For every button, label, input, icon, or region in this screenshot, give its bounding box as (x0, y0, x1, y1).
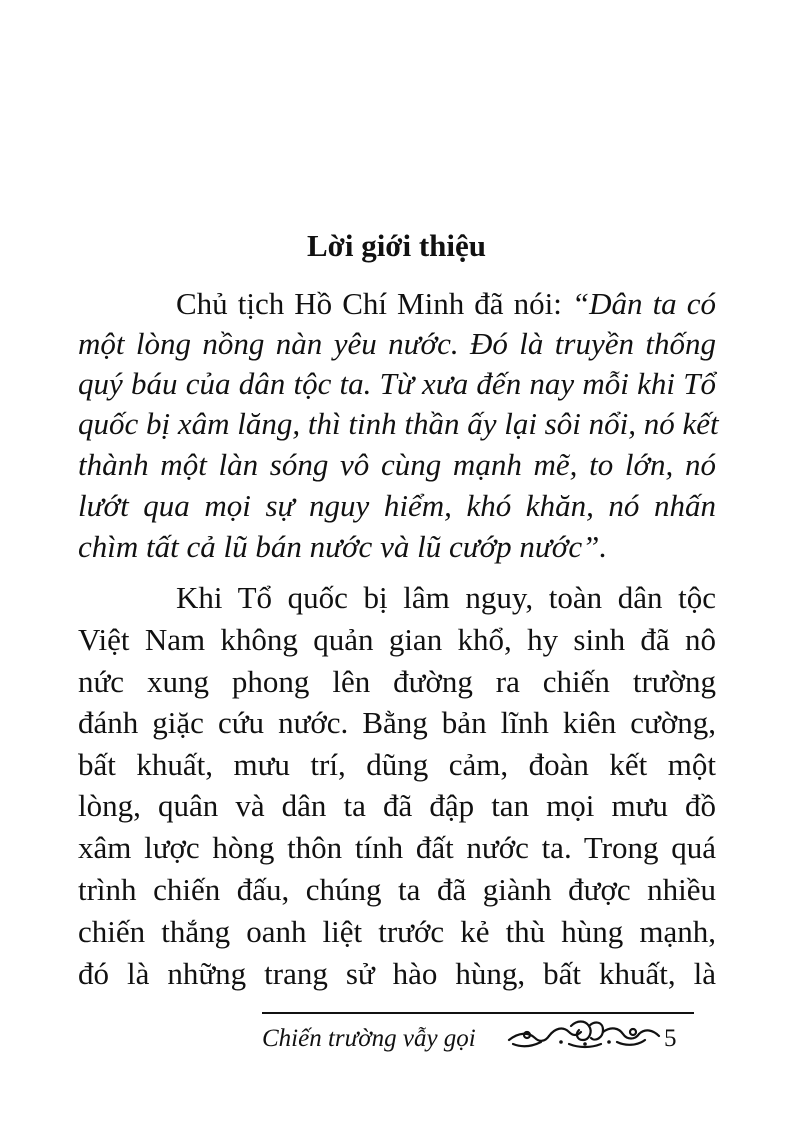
paragraph-2-line-9: chiến thắng oanh liệt trước kẻ thù hùng mạnh, (78, 914, 716, 949)
paragraph-2-line-8: trình chiến đấu, chúng ta đã giành được nhiều (78, 872, 716, 907)
paragraph-2-line-6: lòng, quân và dân ta đã đập tan mọi mưu đồ (78, 788, 716, 823)
page-number: 5 (664, 1025, 677, 1052)
quote-start: “Dân ta có (571, 286, 717, 321)
paragraph-1-line-6: lướt qua mọi sự nguy hiểm, khó khăn, nó nhấn (78, 488, 716, 523)
paragraph-1-line-2: một lòng nồng nàn yêu nước. Đó là truyền thống (78, 326, 716, 361)
paragraph-2-line-4: đánh giặc cứu nước. Bằng bản lĩnh kiên cường, (78, 705, 716, 740)
floral-ornament-icon (505, 1018, 663, 1052)
paragraph-2-line-7: xâm lược hòng thôn tính đất nước ta. Trong quá (78, 830, 716, 865)
paragraph-1-line-4: quốc bị xâm lăng, thì tinh thần ấy lại sôi nổi, nó kết (78, 406, 719, 441)
paragraph-2-line-3: nức xung phong lên đường ra chiến trường (78, 664, 716, 699)
paragraph-1-line-1 (176, 282, 716, 326)
paragraph-1-line-7: chìm tất cả lũ bán nước và lũ cướp nước”. (78, 529, 608, 564)
paragraph-2-line-2: Việt Nam không quản gian khổ, hy sinh đã nô (78, 622, 716, 657)
paragraph-1-line-5: thành một làn sóng vô cùng mạnh mẽ, to lớn, nó (78, 447, 716, 482)
page-title: Lời giới thiệu (306, 228, 487, 263)
paragraph-1-lead: Chủ tịch Hồ Chí Minh đã nói: (176, 286, 572, 321)
running-footer-title: Chiến trường vẫy gọi (262, 1025, 476, 1052)
paragraph-2-line-1: Khi Tổ quốc bị lâm nguy, toàn dân tộc (176, 580, 716, 615)
paragraph-1-line-3: quý báu của dân tộc ta. Từ xưa đến nay mỗi khi Tổ (78, 366, 716, 401)
paragraph-2-line-5: bất khuất, mưu trí, dũng cảm, đoàn kết một (78, 747, 716, 782)
paragraph-2-line-10: đó là những trang sử hào hùng, bất khuất, là (78, 956, 716, 991)
footer-rule (262, 1012, 694, 1014)
